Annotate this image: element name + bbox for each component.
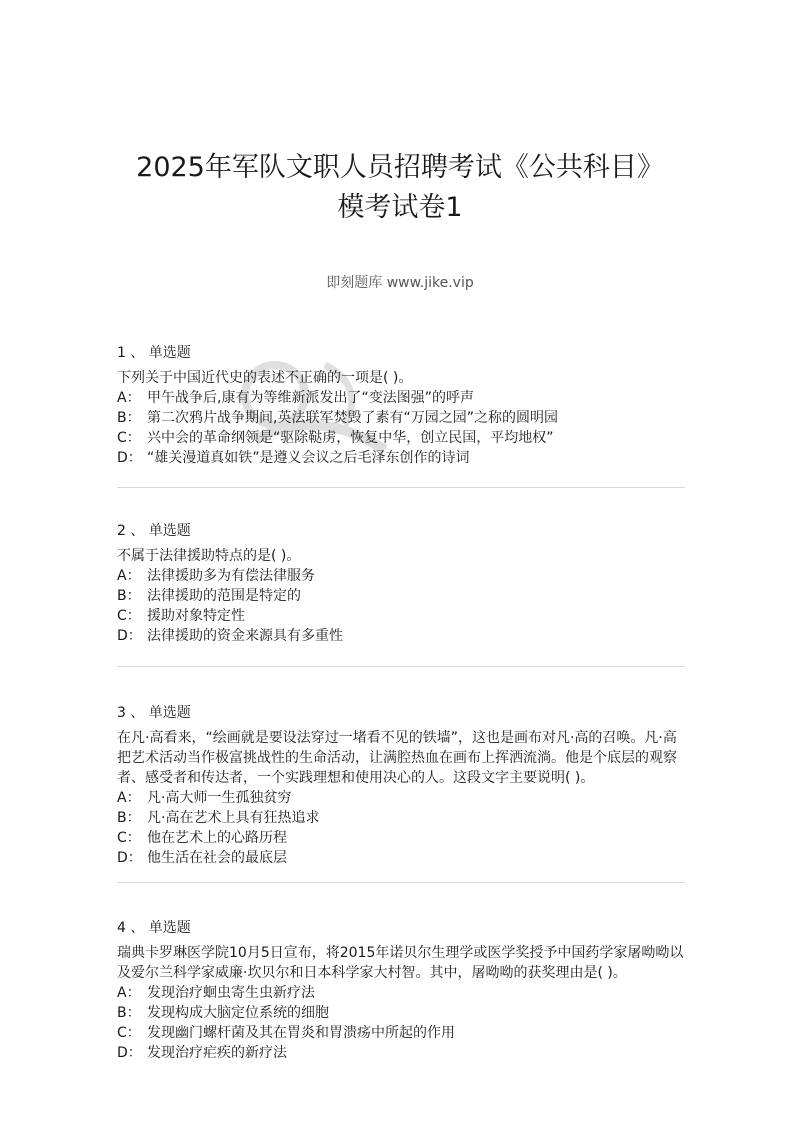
option-b bbox=[117, 1003, 687, 1023]
option-a bbox=[117, 388, 687, 408]
option-d bbox=[117, 626, 687, 646]
option-b bbox=[117, 586, 687, 606]
option-d bbox=[117, 1043, 687, 1063]
title-line-2: 模考试卷1 bbox=[337, 192, 463, 223]
option-letter: C： bbox=[117, 430, 141, 446]
option-text: 甲午战争后,康有为等维新派发出了“变法图强”的呼声 bbox=[147, 390, 474, 406]
option-letter: C： bbox=[117, 1025, 141, 1041]
document-subtitle: 即刻题库 www.jike.vip bbox=[326, 275, 474, 291]
option-text: 凡·高大师一生孤独贫穷 bbox=[147, 790, 292, 806]
option-text: 他在艺术上的心路历程 bbox=[147, 830, 287, 846]
option-a bbox=[117, 788, 687, 808]
option-text: 第二次鸦片战争期间,英法联军焚毁了素有“万园之园”之称的圆明园 bbox=[147, 410, 558, 426]
option-text: 法律援助的范围是特定的 bbox=[147, 588, 301, 604]
option-c bbox=[117, 1023, 687, 1043]
option-text: 法律援助多为有偿法律服务 bbox=[147, 568, 315, 584]
question-1 bbox=[117, 342, 687, 468]
option-letter: A： bbox=[117, 390, 141, 406]
option-b bbox=[117, 408, 687, 428]
question-header: 2 、 单选题 bbox=[117, 523, 191, 539]
question-stem: 不属于法律援助特点的是( )。 bbox=[117, 548, 301, 564]
option-d bbox=[117, 848, 687, 868]
question-stem: 在凡·高看来，“绘画就是要设法穿过一堵看不见的铁墙”，这也是画布对凡·高的召唤。凡·高把艺术活动当作极富挑战性的生命活动，让满腔热血在画布上挥洒流淌。他是个底层的观察者、感受者和传达者，一个实践理想和使用决心的人。这段文字主要说明( )。 bbox=[117, 730, 677, 786]
option-letter: A： bbox=[117, 568, 141, 584]
option-text: 兴中会的革命纲领是“驱除鞑虏，恢复中华，创立民国，平均地权” bbox=[147, 430, 554, 446]
option-letter: B： bbox=[117, 588, 141, 604]
question-divider bbox=[117, 487, 685, 488]
option-letter: C： bbox=[117, 830, 141, 846]
option-text: 发现治疗蛔虫寄生虫新疗法 bbox=[147, 985, 315, 1001]
option-text: 发现幽门螺杆菌及其在胃炎和胃溃疡中所起的作用 bbox=[147, 1025, 455, 1041]
question-divider bbox=[117, 666, 685, 667]
option-b bbox=[117, 808, 687, 828]
question-stem: 下列关于中国近代史的表述不正确的一项是( )。 bbox=[117, 370, 413, 386]
option-text: 发现治疗疟疾的新疗法 bbox=[147, 1045, 287, 1061]
option-c bbox=[117, 828, 687, 848]
option-letter: C： bbox=[117, 608, 141, 624]
question-divider bbox=[117, 882, 685, 883]
option-a bbox=[117, 983, 687, 1003]
option-text: 发现构成大脑定位系统的细胞 bbox=[147, 1005, 329, 1021]
option-letter: D： bbox=[117, 628, 142, 644]
option-letter: B： bbox=[117, 1005, 141, 1021]
option-text: 法律援助的资金来源具有多重性 bbox=[147, 628, 343, 644]
question-header: 4 、 单选题 bbox=[117, 920, 191, 936]
option-text: 他生活在社会的最底层 bbox=[147, 850, 287, 866]
option-letter: D： bbox=[117, 450, 142, 466]
question-header: 3 、 单选题 bbox=[117, 705, 191, 721]
option-text: “雄关漫道真如铁”是遵义会议之后毛泽东创作的诗词 bbox=[147, 450, 470, 466]
option-letter: D： bbox=[117, 1045, 142, 1061]
question-3 bbox=[117, 702, 687, 868]
option-text: 凡·高在艺术上具有狂热追求 bbox=[147, 810, 320, 826]
option-c bbox=[117, 428, 687, 448]
question-2 bbox=[117, 520, 687, 646]
option-letter: B： bbox=[117, 810, 141, 826]
question-header: 1 、 单选题 bbox=[117, 345, 191, 361]
document-title bbox=[60, 148, 740, 228]
option-text: 援助对象特定性 bbox=[147, 608, 245, 624]
option-letter: D： bbox=[117, 850, 142, 866]
title-line-1: 2025年军队文职人员招聘考试《公共科目》 bbox=[136, 152, 664, 183]
option-letter: B： bbox=[117, 410, 141, 426]
question-stem: 瑞典卡罗琳医学院10月5日宣布，将2015年诺贝尔生理学或医学奖授予中国药学家屠呦呦以及爱尔兰科学家威廉·坎贝尔和日本科学家大村智。其中，屠呦呦的获奖理由是( )。 bbox=[117, 945, 684, 981]
option-c bbox=[117, 606, 687, 626]
option-letter: A： bbox=[117, 790, 141, 806]
option-a bbox=[117, 566, 687, 586]
option-d bbox=[117, 448, 687, 468]
question-4 bbox=[117, 917, 687, 1063]
option-letter: A： bbox=[117, 985, 141, 1001]
